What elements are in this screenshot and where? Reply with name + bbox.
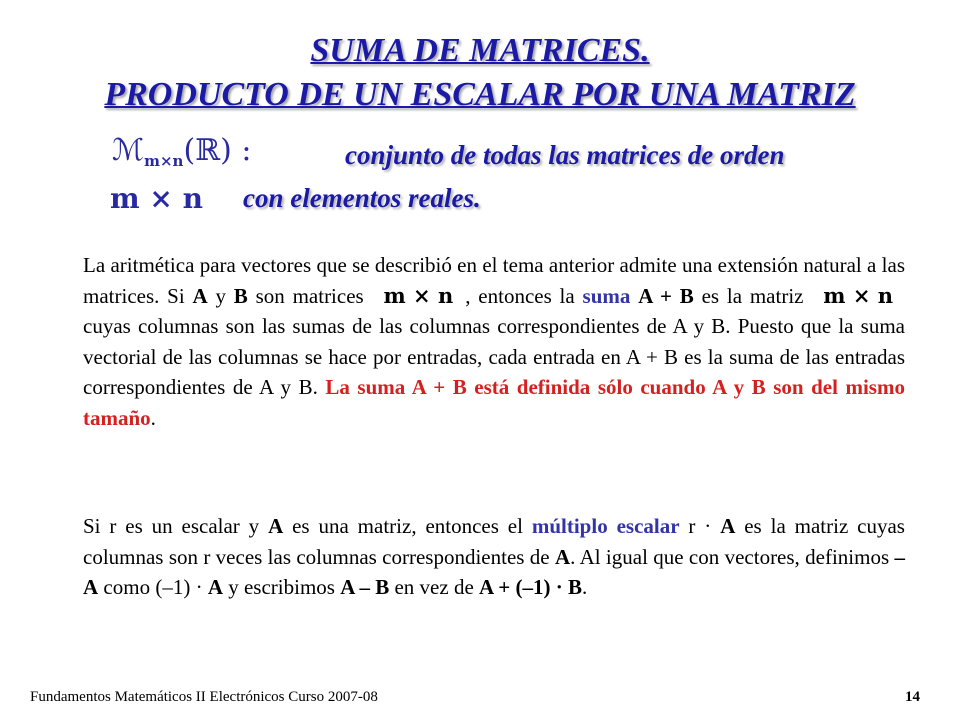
expr-a-plus-neg-b: A + (–1) · B: [479, 575, 583, 600]
order-mxn: m × n: [383, 282, 454, 308]
set-field: (ℝ) :: [183, 133, 252, 168]
matrix-set-symbol: [112, 133, 251, 168]
text: y: [207, 283, 234, 308]
footer-course: Fundamentos Matemáticos II Electrónicos Curso 2007-08: [30, 689, 378, 705]
text: y escribimos: [222, 575, 341, 600]
sum-condition: La suma A + B está definida sólo cuando A y B son del mismo tamaño: [83, 375, 905, 430]
definition-text-line2: con elementos reales.: [243, 183, 481, 213]
definition-text-line1: conjunto de todas las matrices de orden: [345, 140, 785, 170]
matrix-a: A: [554, 544, 571, 569]
matrix-a: A: [192, 283, 208, 308]
paragraph-sum: [83, 250, 905, 434]
set-subscript: m×n: [144, 152, 184, 170]
text: es la matriz: [693, 283, 812, 308]
text: .: [582, 575, 588, 600]
text: es la matriz cuyas columnas son r veces las columnas correspondientes de: [83, 514, 905, 569]
expr-neg-a: –A: [83, 544, 905, 600]
text: es una matriz, entonces el: [283, 514, 532, 538]
text: .: [150, 405, 156, 430]
text: . Al igual que con vectores, definimos: [570, 544, 895, 569]
matrix-a: A: [268, 514, 284, 538]
expr-a-minus-b: A – B: [340, 575, 390, 600]
set-letter: ℳ: [112, 133, 145, 168]
slide-title-line2: PRODUCTO DE UN ESCALAR POR UNA MATRIZ: [104, 76, 856, 113]
text: r ·: [679, 514, 721, 538]
matrix-a: A: [207, 575, 223, 600]
slide-title-line1: SUMA DE MATRICES.: [310, 32, 650, 69]
order-mxn: m × n: [823, 282, 894, 308]
text: Si r es un escalar y: [83, 514, 269, 538]
matrix-a: A: [720, 514, 736, 538]
text: como (–1) ·: [98, 575, 208, 600]
order-symbol: m × n: [110, 182, 203, 215]
matrix-b: B: [233, 283, 248, 308]
term-suma: suma: [582, 283, 631, 308]
paragraph-scalar: [83, 511, 905, 603]
page-number: 14: [905, 689, 920, 705]
text: en vez de: [389, 575, 480, 600]
text: La aritmética para vectores que se describió en el tema anterior admite una extensión natural a las matrices. Si: [83, 253, 905, 308]
text: cuyas columnas son las sumas de las columnas correspondientes de A y B. Puesto que la suma vectorial de las columnas se hace por entradas, cada entrada en A + B es la suma de las entradas correspondientes de A y B.: [83, 314, 905, 400]
term-multiplo-escalar: múltiplo escalar: [531, 514, 680, 538]
text: , entonces la: [465, 283, 583, 308]
expr-a-plus-b: A + B: [638, 283, 694, 308]
text: son matrices: [247, 283, 372, 308]
